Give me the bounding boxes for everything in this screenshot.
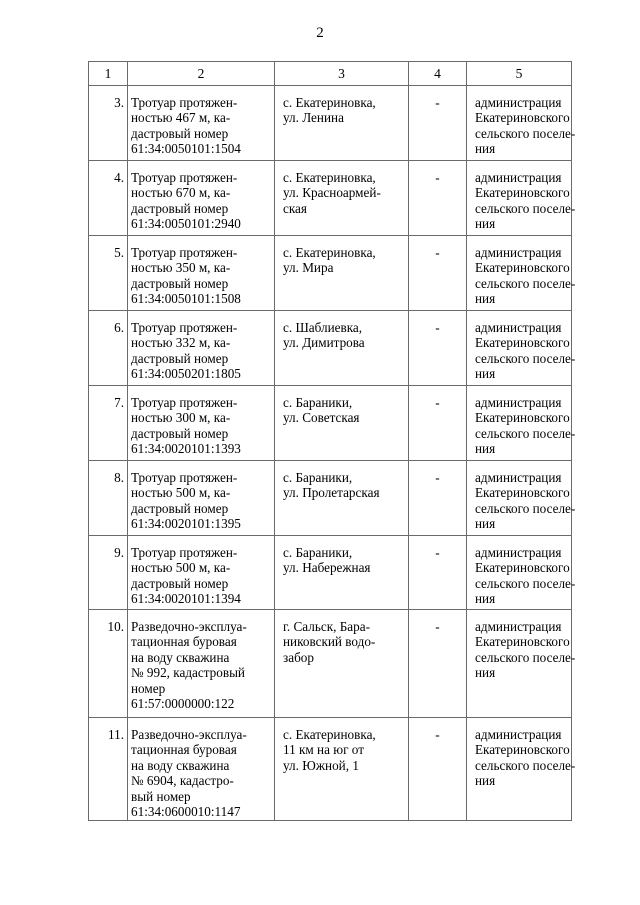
table-header-row <box>89 62 572 86</box>
object-owner-line: ния <box>475 141 496 157</box>
object-address-line: ул. Южной, 1 <box>283 757 359 773</box>
object-owner-line: администрация <box>475 545 562 560</box>
row-number: 6. <box>89 311 128 386</box>
object-owner-line: сельского поселе- <box>475 575 576 591</box>
header-col-2: 2 <box>128 62 275 86</box>
object-name <box>128 461 275 536</box>
object-owner-line: ния <box>475 516 496 532</box>
object-name-line: 61:34:0050101:1504 <box>131 141 241 157</box>
object-name <box>128 86 275 161</box>
object-owner-line: сельского поселе- <box>475 757 576 773</box>
object-owner-line: сельского поселе- <box>475 649 576 665</box>
table-row <box>89 161 572 236</box>
object-name <box>128 311 275 386</box>
row-number: 11. <box>89 718 128 821</box>
object-address <box>275 718 409 821</box>
object-owner-line: администрация <box>475 245 562 260</box>
object-name-line: тационная буровая <box>131 634 237 650</box>
object-name-line: дастровый номер <box>131 500 229 516</box>
object-address <box>275 461 409 536</box>
table-row <box>89 610 572 718</box>
page-number: 2 <box>316 25 324 41</box>
table-row <box>89 386 572 461</box>
row-note: - <box>409 236 467 311</box>
row-note: - <box>409 610 467 718</box>
object-address-line: ская <box>283 200 307 216</box>
object-name <box>128 536 275 610</box>
object-name-line: Тротуар протяжен- <box>131 245 238 260</box>
object-owner-line: Екатериновского <box>475 560 570 576</box>
row-number: 9. <box>89 536 128 610</box>
object-owner-line: ния <box>475 441 496 457</box>
object-owner <box>467 536 576 610</box>
object-address <box>275 386 409 461</box>
object-owner-line: ния <box>475 591 496 607</box>
object-owner-line: ния <box>475 665 496 681</box>
object-address <box>275 610 409 718</box>
object-owner-line: Екатериновского <box>475 634 570 650</box>
object-address-line: ул. Советская <box>283 410 360 426</box>
object-address <box>275 161 409 236</box>
object-address <box>275 536 409 610</box>
object-name-line: дастровый номер <box>131 275 229 291</box>
object-name-line: дастровый номер <box>131 425 229 441</box>
table-row <box>89 86 572 161</box>
object-owner-line: сельского поселе- <box>475 125 576 141</box>
object-address-line: ул. Ленина <box>283 110 344 126</box>
header-col-3: 3 <box>275 62 409 86</box>
object-name-line: Тротуар протяжен- <box>131 320 238 335</box>
header-col-5: 5 <box>467 62 572 86</box>
row-note: - <box>409 386 467 461</box>
header-col-1: 1 <box>89 62 128 86</box>
property-table <box>88 61 576 821</box>
object-owner-line: Екатериновского <box>475 185 570 201</box>
object-address <box>275 236 409 311</box>
row-number: 8. <box>89 461 128 536</box>
table-row <box>89 311 572 386</box>
object-owner-line: Екатериновского <box>475 742 570 758</box>
object-name-line: Тротуар протяжен- <box>131 95 238 110</box>
object-owner-line: сельского поселе- <box>475 200 576 216</box>
object-owner-line: администрация <box>475 395 562 410</box>
object-address <box>275 86 409 161</box>
object-address-line: ул. Красноармей- <box>283 185 381 201</box>
object-name-line: дастровый номер <box>131 575 229 591</box>
object-name-line: на воду скважина <box>131 649 230 665</box>
object-address-line: г. Сальск, Бара- <box>283 619 370 634</box>
row-number: 10. <box>89 610 128 718</box>
object-owner-line: ния <box>475 291 496 307</box>
object-address-line: ул. Набережная <box>283 560 371 576</box>
object-name-line: дастровый номер <box>131 200 229 216</box>
object-name-line: 61:34:0020101:1394 <box>131 591 241 607</box>
object-address <box>275 311 409 386</box>
object-owner <box>467 86 576 161</box>
object-address-line: с. Шаблиевка, <box>283 320 363 335</box>
object-owner-line: Екатериновского <box>475 485 570 501</box>
object-owner <box>467 461 576 536</box>
object-owner-line: Екатериновского <box>475 335 570 351</box>
object-owner-line: сельского поселе- <box>475 425 576 441</box>
row-number: 5. <box>89 236 128 311</box>
object-name-line: № 992, кадастровый <box>131 665 245 681</box>
object-name-line: 61:34:0020101:1395 <box>131 516 241 532</box>
object-address-line: ул. Димитрова <box>283 335 365 351</box>
header-col-4: 4 <box>409 62 467 86</box>
table-row <box>89 536 572 610</box>
object-name-line: тационная буровая <box>131 742 237 758</box>
object-name-line: ностью 500 м, ка- <box>131 485 231 501</box>
object-name-line: 61:34:0050101:1508 <box>131 291 241 307</box>
object-owner-line: администрация <box>475 170 562 185</box>
object-name-line: Разведочно-эксплуа- <box>131 727 247 742</box>
table-row <box>89 718 572 821</box>
table-row <box>89 236 572 311</box>
object-address-line: с. Бараники, <box>283 470 353 485</box>
row-number: 7. <box>89 386 128 461</box>
row-number: 3. <box>89 86 128 161</box>
object-owner <box>467 610 576 718</box>
object-owner-line: администрация <box>475 727 562 742</box>
row-note: - <box>409 311 467 386</box>
row-note: - <box>409 718 467 821</box>
object-name-line: Тротуар протяжен- <box>131 545 238 560</box>
object-name-line: 61:34:0050201:1805 <box>131 366 241 382</box>
object-name <box>128 386 275 461</box>
object-name-line: вый номер <box>131 788 191 804</box>
object-owner-line: администрация <box>475 619 562 634</box>
object-name-line: номер <box>131 680 166 696</box>
object-owner-line: администрация <box>475 320 562 335</box>
object-owner-line: Екатериновского <box>475 410 570 426</box>
object-address-line: 11 км на юг от <box>283 742 364 758</box>
object-name-line: дастровый номер <box>131 125 229 141</box>
object-address-line: с. Екатериновка, <box>283 95 376 110</box>
object-name-line: 61:34:0020101:1393 <box>131 441 241 457</box>
object-address-line: никовский водо- <box>283 634 376 650</box>
row-note: - <box>409 536 467 610</box>
object-address-line: с. Екатериновка, <box>283 727 376 742</box>
object-name-line: Тротуар протяжен- <box>131 170 238 185</box>
object-owner-line: сельского поселе- <box>475 350 576 366</box>
object-owner-line: ния <box>475 216 496 232</box>
object-owner-line: ния <box>475 773 496 789</box>
row-note: - <box>409 461 467 536</box>
object-address-line: забор <box>283 649 314 665</box>
object-name <box>128 161 275 236</box>
object-owner-line: сельского поселе- <box>475 500 576 516</box>
object-name-line: ностью 350 м, ка- <box>131 260 231 276</box>
object-owner <box>467 236 576 311</box>
object-name-line: ностью 670 м, ка- <box>131 185 231 201</box>
object-address-line: с. Бараники, <box>283 545 353 560</box>
object-owner-line: администрация <box>475 95 562 110</box>
object-name <box>128 610 275 718</box>
object-name-line: Тротуар протяжен- <box>131 470 238 485</box>
object-owner <box>467 161 576 236</box>
object-name-line: ностью 500 м, ка- <box>131 560 231 576</box>
object-name <box>128 236 275 311</box>
object-owner <box>467 311 576 386</box>
object-name-line: 61:34:0600010:1147 <box>131 804 241 820</box>
object-name-line: дастровый номер <box>131 350 229 366</box>
object-name-line: № 6904, кадастро- <box>131 773 234 789</box>
object-name-line: 61:57:0000000:122 <box>131 696 235 712</box>
object-name-line: 61:34:0050101:2940 <box>131 216 241 232</box>
object-address-line: ул. Пролетарская <box>283 485 380 501</box>
object-name-line: Разведочно-эксплуа- <box>131 619 247 634</box>
object-owner <box>467 718 576 821</box>
row-note: - <box>409 161 467 236</box>
row-number: 4. <box>89 161 128 236</box>
object-name-line: ностью 332 м, ка- <box>131 335 231 351</box>
object-name-line: на воду скважина <box>131 757 230 773</box>
object-address-line: с. Екатериновка, <box>283 170 376 185</box>
object-owner-line: администрация <box>475 470 562 485</box>
object-owner <box>467 386 576 461</box>
object-name-line: Тротуар протяжен- <box>131 395 238 410</box>
object-address-line: с. Бараники, <box>283 395 353 410</box>
object-owner-line: Екатериновского <box>475 260 570 276</box>
object-address-line: ул. Мира <box>283 260 334 276</box>
object-name-line: ностью 300 м, ка- <box>131 410 231 426</box>
object-owner-line: ния <box>475 366 496 382</box>
row-note: - <box>409 86 467 161</box>
object-name <box>128 718 275 821</box>
object-name-line: ностью 467 м, ка- <box>131 110 231 126</box>
object-owner-line: Екатериновского <box>475 110 570 126</box>
object-owner-line: сельского поселе- <box>475 275 576 291</box>
object-address-line: с. Екатериновка, <box>283 245 376 260</box>
table-row <box>89 461 572 536</box>
